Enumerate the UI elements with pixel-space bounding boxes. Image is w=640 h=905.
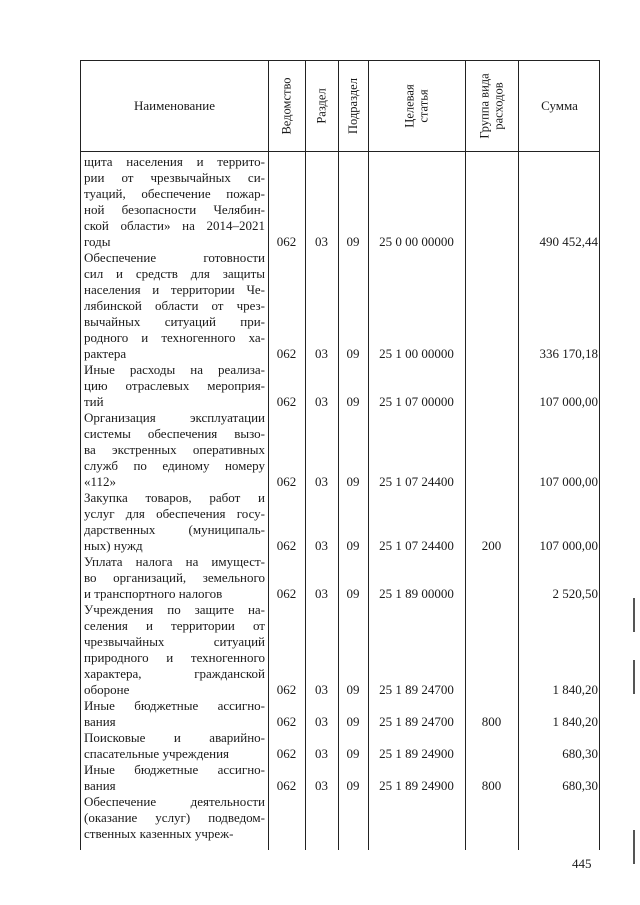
row-gruppa	[465, 746, 518, 762]
row-celevaya: 25 1 89 24700	[379, 714, 454, 729]
row-name-line: населения и территории Че-	[84, 282, 265, 297]
row-summa: 490 452,44	[539, 234, 598, 249]
row-gruppa	[465, 234, 518, 250]
row-summa: 107 000,00	[539, 538, 598, 553]
header-celevaya-line1: Целевая	[402, 84, 417, 128]
header-vedomstvo	[268, 61, 305, 151]
row-name-line: Обеспечение готовности	[84, 250, 265, 265]
row-name-line: системы обеспечения вызо-	[84, 426, 265, 441]
row-vedomstvo: 062	[276, 474, 297, 489]
row-celevaya: 25 1 00 00000	[379, 346, 454, 361]
row-gruppa: 800	[481, 714, 502, 729]
row-gruppa: 200	[481, 538, 502, 553]
row-podrazdel: 09	[346, 474, 360, 489]
row-razdel: 03	[315, 682, 328, 697]
row-podrazdel: 09	[346, 682, 360, 697]
header-celevaya-label	[403, 84, 431, 127]
row-name-line: Иные бюджетные ассигно-	[84, 762, 265, 777]
row-name-line: лябинской области от чрез-	[84, 298, 265, 313]
row-name-line: рактера	[84, 346, 127, 361]
row-name-line: Организация эксплуатации	[84, 410, 265, 425]
row-podrazdel	[338, 826, 368, 842]
row-celevaya: 25 1 07 24400	[379, 538, 454, 553]
header-name	[81, 61, 268, 151]
row-vedomstvo: 062	[276, 682, 297, 697]
row-gruppa	[465, 586, 518, 602]
row-summa: 680,30	[562, 778, 598, 793]
row-name-line: ной безопасности Челябин-	[84, 202, 265, 217]
row-celevaya: 25 1 07 00000	[379, 394, 454, 409]
row-name-line: служб по единому номеру	[84, 458, 265, 473]
row-name-line: Иные бюджетные ассигно-	[84, 698, 265, 713]
header-gruppa-label	[478, 73, 506, 138]
row-razdel: 03	[315, 234, 328, 249]
row-vedomstvo: 062	[276, 746, 297, 761]
column-divider	[305, 61, 306, 850]
header-podrazdel	[338, 61, 368, 151]
row-name-line: сил и средств для защиты	[84, 266, 265, 281]
row-name-line: и транспортного налогов	[84, 586, 223, 601]
row-name-line: Обеспечение деятельности	[84, 794, 265, 809]
row-gruppa	[465, 394, 518, 410]
row-summa: 107 000,00	[539, 474, 598, 489]
row-summa: 2 520,50	[552, 586, 598, 601]
row-name-line: Иные расходы на реализа-	[84, 362, 265, 377]
column-divider	[268, 61, 269, 850]
header-divider	[81, 151, 599, 152]
scan-edge-mark	[633, 660, 635, 694]
header-podrazdel-label: Подраздел	[346, 78, 360, 134]
row-vedomstvo	[268, 826, 305, 842]
row-vedomstvo: 062	[276, 714, 297, 729]
row-vedomstvo: 062	[276, 538, 297, 553]
row-podrazdel: 09	[346, 714, 360, 729]
row-podrazdel: 09	[346, 746, 360, 761]
row-razdel: 03	[315, 714, 328, 729]
row-celevaya: 25 1 89 24700	[379, 682, 454, 697]
row-celevaya	[368, 826, 465, 842]
row-razdel	[305, 826, 338, 842]
header-gruppa-line1: Группа вида	[477, 73, 492, 139]
row-podrazdel: 09	[346, 394, 360, 409]
row-vedomstvo: 062	[276, 346, 297, 361]
row-name-line: спасательные учреждения	[84, 746, 230, 761]
header-vedomstvo-label: Ведомство	[279, 77, 294, 135]
row-name-line: услуг для обеспечения госу-	[84, 506, 265, 521]
row-name-line: ных) нужд	[84, 538, 143, 553]
row-summa: 1 840,20	[552, 682, 598, 697]
row-podrazdel: 09	[346, 346, 360, 361]
row-gruppa: 800	[481, 778, 502, 793]
row-name-line: ственных казенных учреж-	[84, 826, 234, 841]
row-summa: 107 000,00	[539, 394, 598, 409]
header-summa	[518, 61, 601, 151]
row-name-line: годы	[84, 234, 111, 249]
row-gruppa	[465, 826, 518, 842]
header-name-label: Наименование	[134, 98, 215, 113]
header-celevaya-line2: статья	[416, 89, 431, 123]
row-podrazdel: 09	[346, 538, 360, 553]
row-summa: 680,30	[562, 746, 598, 761]
row-gruppa	[465, 346, 518, 362]
row-celevaya: 25 1 89 24900	[379, 778, 454, 793]
column-divider	[338, 61, 339, 850]
header-summa-label: Сумма	[541, 98, 578, 113]
row-name-line: Уплата налога на имущест-	[84, 554, 265, 569]
row-name-line: рии от чрезвычайных си-	[84, 170, 265, 185]
row-name-line: характера, гражданской	[84, 666, 265, 681]
row-razdel: 03	[315, 394, 328, 409]
row-razdel: 03	[315, 586, 328, 601]
row-podrazdel: 09	[346, 778, 360, 793]
column-divider	[465, 61, 466, 850]
row-razdel: 03	[315, 346, 328, 361]
scan-edge-mark	[633, 830, 635, 864]
row-summa: 336 170,18	[539, 346, 598, 361]
row-vedomstvo: 062	[276, 394, 297, 409]
row-vedomstvo: 062	[276, 586, 297, 601]
row-name-line: родного и техногенного ха-	[84, 330, 265, 345]
row-celevaya: 25 0 00 00000	[379, 234, 454, 249]
header-razdel-label: Раздел	[314, 88, 329, 124]
row-name-line: туаций, обеспечение пожар-	[84, 186, 265, 201]
row-name-line: селения и территории от	[84, 618, 265, 633]
row-celevaya: 25 1 89 00000	[379, 586, 454, 601]
row-celevaya: 25 1 07 24400	[379, 474, 454, 489]
row-name-line: вания	[84, 778, 116, 793]
header-razdel	[305, 61, 338, 151]
row-name-line: «112»	[84, 474, 117, 489]
row-name-line: тий	[84, 394, 104, 409]
row-name-line: дарственных (муниципаль-	[84, 522, 265, 537]
row-summa	[518, 826, 598, 842]
row-name-line: вания	[84, 714, 116, 729]
header-gruppa-line2: расходов	[491, 82, 506, 130]
row-razdel: 03	[315, 474, 328, 489]
row-name-line: вычайных ситуаций при-	[84, 314, 265, 329]
row-name-line: Закупка товаров, работ и	[84, 490, 265, 505]
row-name-line: ва экстренных оперативных	[84, 442, 265, 457]
row-gruppa	[465, 682, 518, 698]
row-name-line: щита населения и террито-	[84, 154, 265, 169]
row-summa: 1 840,20	[552, 714, 598, 729]
row-name-line: обороне	[84, 682, 130, 697]
row-razdel: 03	[315, 538, 328, 553]
page-number: 445	[572, 856, 592, 871]
row-podrazdel: 09	[346, 234, 360, 249]
header-celevaya	[368, 61, 465, 151]
column-divider	[518, 61, 519, 850]
header-gruppa	[465, 61, 518, 151]
row-vedomstvo: 062	[276, 778, 297, 793]
row-name-line: чрезвычайных ситуаций	[84, 634, 265, 649]
row-name-line: ской области» на 2014–2021	[84, 218, 265, 233]
row-name-line: Учреждения по защите на-	[84, 602, 265, 617]
budget-table	[80, 60, 600, 850]
row-name-line: (оказание услуг) подведом-	[84, 810, 265, 825]
row-razdel: 03	[315, 746, 328, 761]
row-gruppa	[465, 474, 518, 490]
row-name-line: во организаций, земельного	[84, 570, 265, 585]
column-divider	[368, 61, 369, 850]
row-podrazdel: 09	[346, 586, 360, 601]
row-razdel: 03	[315, 778, 328, 793]
scan-edge-mark	[633, 598, 635, 632]
row-name-line: Поисковые и аварийно-	[84, 730, 265, 745]
row-celevaya: 25 1 89 24900	[379, 746, 454, 761]
row-vedomstvo: 062	[276, 234, 297, 249]
row-name-line: цию отраслевых мероприя-	[84, 378, 265, 393]
row-name-line: природного и техногенного	[84, 650, 265, 665]
